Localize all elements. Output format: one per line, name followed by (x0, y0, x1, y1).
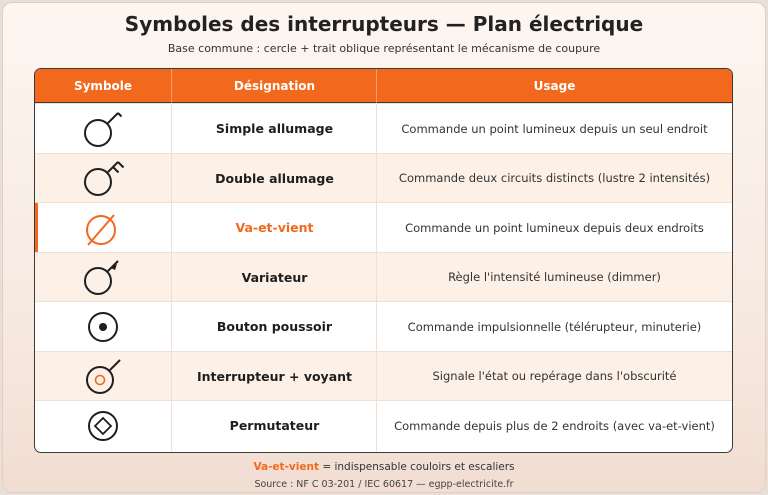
table-row (35, 103, 732, 154)
page-title: Symboles des interrupteurs — Plan électrique (124, 12, 644, 36)
double-allumage-symbol-icon (78, 156, 128, 200)
table-row (35, 400, 732, 451)
row-designation: Va-et-vient (171, 203, 377, 253)
row-designation: Simple allumage (171, 104, 377, 154)
simple-allumage-symbol-icon (78, 107, 128, 151)
table-row (35, 351, 732, 402)
row-usage: Commande un point lumineux depuis un seul endroit (376, 104, 732, 154)
row-usage: Signale l'état ou repérage dans l'obscurité (376, 352, 732, 402)
table-header (35, 69, 732, 103)
table-row (35, 301, 732, 352)
source-credit: Source : NF C 03-201 / IEC 60617 — egpp-electricite.fr (254, 479, 514, 490)
row-designation: Variateur (171, 253, 377, 303)
row-usage: Commande impulsionnelle (télérupteur, minuterie) (376, 302, 732, 352)
footnote-emphasis: Va-et-vient (253, 461, 319, 473)
variateur-symbol-icon (78, 255, 128, 299)
header-usage: Usage (376, 69, 732, 103)
row-usage: Règle l'intensité lumineuse (dimmer) (376, 253, 732, 303)
table-row (35, 252, 732, 303)
row-usage: Commande depuis plus de 2 endroits (avec va-et-vient) (376, 401, 732, 451)
interrupteur-voyant-symbol-icon (78, 354, 128, 398)
row-designation: Interrupteur + voyant (171, 352, 377, 402)
footnote (0, 461, 768, 473)
bouton-poussoir-symbol-icon (78, 305, 128, 349)
row-usage: Commande un point lumineux depuis deux endroits (376, 203, 732, 253)
va-et-vient-symbol-icon (78, 206, 128, 250)
page-subtitle: Base commune : cercle + trait oblique représentant le mécanisme de coupure (167, 42, 601, 55)
row-designation: Permutateur (171, 401, 377, 451)
row-designation: Double allumage (171, 154, 377, 204)
permutateur-symbol-icon (78, 404, 128, 448)
symbols-table (34, 68, 733, 453)
header-symbol: Symbole (73, 79, 133, 93)
table-row-highlighted (35, 202, 732, 253)
header-designation: Désignation (171, 69, 377, 103)
table-row (35, 153, 732, 204)
footnote-text: = indispensable couloirs et escaliers (319, 461, 515, 473)
row-usage: Commande deux circuits distincts (lustre 2 intensités) (376, 154, 732, 204)
row-designation: Bouton poussoir (171, 302, 377, 352)
